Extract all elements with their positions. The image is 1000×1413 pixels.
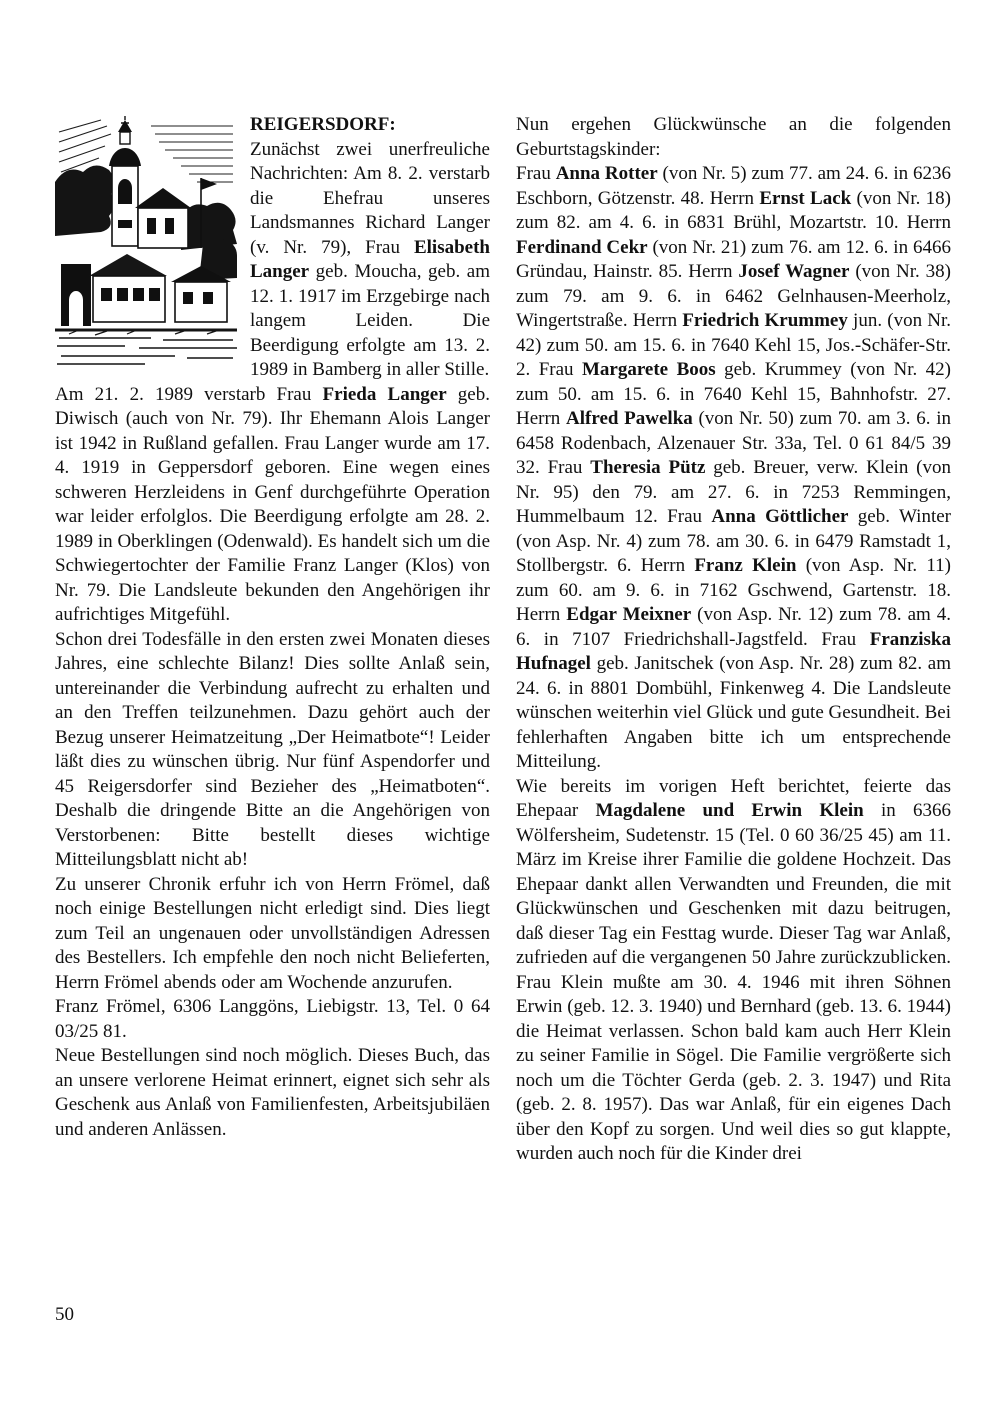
bold-text-run: Franziska Hufnagel (516, 628, 951, 674)
right-column (516, 113, 951, 1167)
text-run: (von Nr. 38) zum 79. am 9. 6. in 6462 Gelnhausen-Meerholz, Wingertstraße. Herrn (516, 261, 951, 331)
page-number: 50 (55, 1304, 74, 1325)
text-run: geb. Janitschek (von Asp. Nr. 28) zum 82. am 24. 6. in 8801 Dombühl, Finkenweg 4. Die Landsleute wünschen weiterhin viel Glück und gute Gesundheit. Bei fehlerhaften Angaben bitte ich um entsprechende Mitteilung. (516, 653, 951, 772)
bold-text-run: Elisabeth Langer (250, 236, 490, 282)
text-run: Franz Frömel, 6306 Langgöns, Liebigstr. 13, Tel. 0 64 03/25 81. (55, 996, 490, 1042)
bold-text-run: Ferdinand Cekr (516, 236, 648, 258)
text-run: Zunächst zwei unerfreuliche Nachrichten: Am 8. 2. verstarb die Ehefrau unseres Landsmannes Richard Langer (v. Nr. 79), Frau (250, 138, 490, 258)
village-woodcut-svg (55, 116, 237, 368)
bold-text-run: Edgar Meixner (566, 604, 692, 625)
text-run: geb. Diwisch (auch von Nr. 79). Ihr Ehemann Alois Langer ist 1942 in Rußland gefallen. Frau Langer wurde am 17. 4. 1919 in Geppersdorf geboren. Eine wegen eines schweren Herzleidens in Genf durchgeführte Operation war leider erfolglos. Die Beerdigung erfolgte am 28. 2. 1989 in Oberklingen (Odenwald). Es handelt sich um die Schwiegertochter der Familie Franz Langer (Klos) von Nr. 79. Die Landsleute bekunden den Angehörigen ihr aufrichtiges Mitgefühl. (55, 383, 490, 625)
bold-text-run: Frieda Langer (322, 383, 447, 405)
text-run: Am 21. 2. 1989 verstarb Frau (55, 383, 323, 405)
paragraph (55, 873, 490, 996)
text-run: geb. Breuer, verw. Klein (von Nr. 95) den 79. am 27. 6. in 7253 Remmingen, Hummelbaum 12. Frau (516, 457, 951, 527)
text-run: (von Nr. 21) zum 76. am 12. 6. in 6466 Gründau, Hainstr. 85. Herrn (516, 236, 951, 282)
bold-text-run: Franz Klein (694, 555, 797, 576)
text-run: (von Nr. 5) zum 77. am 24. 6. in 6236 Eschborn, Götzenstr. 48. Herrn (516, 163, 952, 209)
paragraph (55, 383, 490, 628)
bold-text-run: Alfred Pawelka (566, 408, 693, 429)
bold-text-run: Josef Wagner (738, 261, 850, 282)
text-run: (von Nr. 50) zum 70. am 3. 6. in 6458 Rodenbach, Alzenauer Str. 33a, Tel. 0 61 84/5 39 32. Frau (516, 408, 952, 478)
text-run: Frau (516, 163, 556, 184)
text-run: Nun ergehen Glückwünsche an die folgenden Geburtstagskinder: (516, 114, 951, 160)
paragraph (55, 628, 490, 873)
text-run: in 6366 Wölfersheim, Sudetenstr. 15 (Tel. 0 60 36/25 45) am 11. März im Kreise ihrer Familie die goldene Hochzeit. Das Ehepaar dankt allen Verwandten und Freunden, die mit Glückwünschen und Geschenken mit dazu beitrugen, daß dieser Tag ein Festtag wurde. Dieser Tag war Anlaß, zufrieden auf die vergangenen 50 Jahre zurückzublicken. Frau Klein mußte am 30. 4. 1946 mit ihren Söhnen Erwin (geb. 12. 3. 1940) und Bernhard (geb. 13. 6. 1944) die Heimat verlassen. Schon bald kam auch Herr Klein zu seiner Familie in Sögel. Die Familie vergrößerte sich noch um die Töchter Gerda (geb. 2. 3. 1947) und Rita (geb. 2. 8. 1957). Das war Anlaß, für ein eigenes Dach über den Kopf zu sorgen. Und weil dies so gut klappte, wurden auch noch für die Kinder drei (516, 800, 952, 1164)
right-column-text (516, 113, 951, 1167)
text-run: Zu unserer Chronik erfuhr ich von Herrn Frömel, daß noch einige Bestellungen nicht erledigt sind. Dies liegt zum Teil an ungenauen oder unvollständigen Adressen des Bestellers. Ich empfehle den noch nicht Belieferten, Herrn Frömel abends oder am Wochende anzurufen. (55, 873, 490, 993)
bold-text-run: Friedrich Krummey (682, 310, 848, 331)
paragraph (55, 995, 490, 1044)
paragraph (516, 162, 951, 775)
bold-text-run: Ernst Lack (759, 187, 852, 209)
text-run: geb. Krummey (von Nr. 42) zum 50. am 15. 6. in 7640 Kehl 15, Bahnhofstr. 27. Herrn (516, 359, 951, 429)
text-run: jun. (von Nr. 42) zum 50. am 15. 6. in 7640 Kehl 15, Jos.-Schäfer-Str. 2. Frau (516, 310, 951, 380)
text-run: (von Asp. Nr. 11) zum 60. am 9. 6. in 7162 Gschwend, Gartenstr. 18. Herrn (516, 555, 951, 625)
text-run: geb. Winter (von Asp. Nr. 4) zum 78. am 30. 6. in 6479 Ramstadt 1, Stollbergstr. 6. Herrn (516, 506, 951, 576)
left-column (55, 113, 490, 1167)
text-run: (von Asp. Nr. 12) zum 78. am 4. 6. in 7107 Friedrichshall-Jagstfeld. Frau (516, 604, 951, 650)
text-run: (von Nr. 18) zum 82. am 4. 6. in 6831 Brühl, Mozartstr. 10. Herrn (516, 187, 951, 233)
text-run: geb. Moucha, geb. am 12. 1. 1917 im Erzgebirge nach langem Leiden. Die Beerdigung erfolgte am 13. 2. 1989 in Bamberg in aller Stille. (250, 261, 490, 380)
text-run: Schon drei Todesfälle in den ersten zwei Monaten dieses Jahres, eine schlechte Bilanz! Dies sollte Anlaß sein, untereinander die Verbindung aufrecht zu erhalten und an den Treffen teilzunehmen. Dazu gehört auch der Bezug unserer Heimatzeitung „Der Heimatbote“! Leider läßt dies zu wünschen übrig. Nur fünf Aspendorfer und 45 Reigersdorfer sind Bezieher des „Heimatboten“. Deshalb die dringende Bitte an die Angehörigen von Verstorbenen: Bitte bestellt dieses wichtige Mitteilungsblatt nicht ab! (55, 628, 490, 870)
paragraph (516, 775, 951, 1167)
text-run: Wie bereits im vorigen Heft berichtet, feierte das Ehepaar (516, 775, 951, 821)
paragraph (55, 1044, 490, 1142)
bold-text-run: REIGERSDORF: (250, 114, 396, 135)
paragraph (516, 113, 951, 162)
bold-text-run: Margarete Boos (581, 359, 716, 380)
bold-text-run: Magdalene und Erwin Klein (595, 800, 864, 821)
bold-text-run: Anna Göttlicher (711, 506, 849, 527)
two-column-layout (55, 113, 950, 1167)
text-run: Neue Bestellungen sind noch möglich. Dieses Buch, das an unsere verlorene Heimat erinnert, eignet sich sehr als Geschenk aus Anlaß von Familienfesten, Arbeitsjubiläen und anderen Anlässen. (55, 1045, 490, 1140)
bold-text-run: Theresia Pütz (590, 457, 706, 478)
village-illustration (55, 116, 237, 368)
bold-text-run: Anna Rotter (555, 163, 658, 184)
